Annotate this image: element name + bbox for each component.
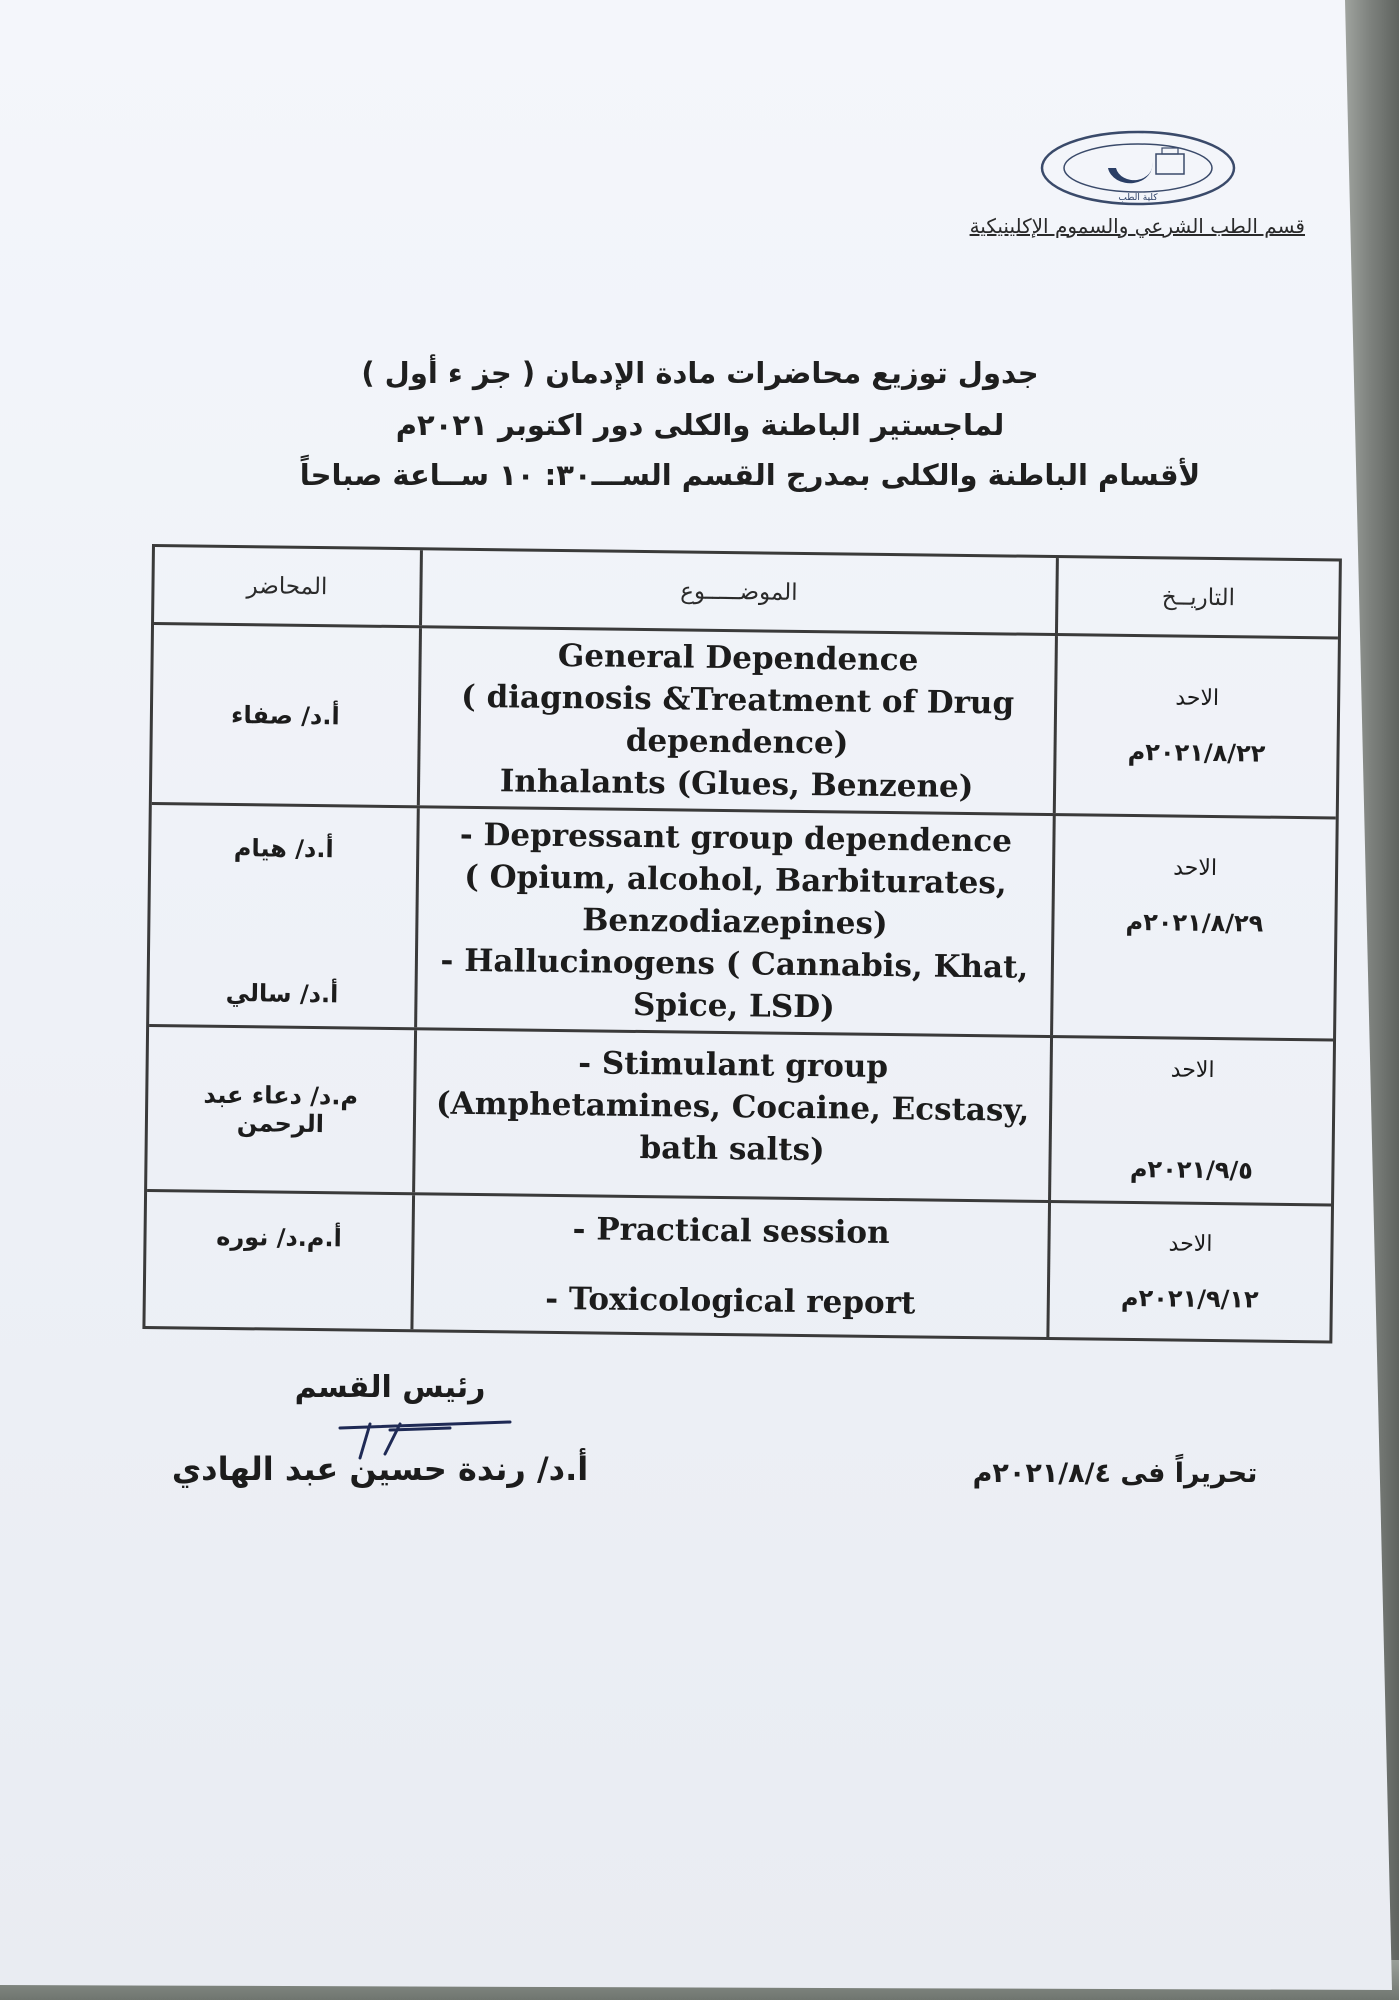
topic-line: - Stimulant group (578, 1045, 889, 1086)
date-value: ٢٠٢١/٨/٢٢م (1127, 737, 1266, 768)
lecturer-name: أ.د/ صفاء (230, 700, 340, 730)
header-date: التاريــخ (1161, 583, 1236, 611)
department-name: قسم الطب الشرعي والسموم الإكلينيكية (969, 214, 1305, 238)
building-icon (1156, 154, 1184, 174)
topic-line: dependence) (625, 722, 849, 762)
department-head-title: رئيس القسم (294, 1370, 486, 1405)
topic-line: General Dependence (557, 637, 919, 678)
lecturer-name: أ.د/ سالي (225, 978, 339, 1009)
day-label: الاحد (1170, 1057, 1215, 1084)
topic-line: Spice, LSD) (632, 986, 835, 1025)
lecturer-name: م.د/ دعاء عبد (203, 1080, 359, 1111)
table-row (149, 805, 1336, 1041)
header-topic: الموضـــــوع (680, 577, 798, 606)
date-cell (1051, 1038, 1333, 1203)
day-label: الاحد (1175, 685, 1220, 712)
topic-line: - Hallucinogens ( Cannabis, Khat, (440, 942, 1029, 986)
lecturer-name: الرحمن (236, 1109, 325, 1139)
topic-cell (417, 808, 1056, 1035)
building-roof-icon (1162, 148, 1178, 154)
header-date-cell (1058, 558, 1339, 636)
date-cell (1053, 816, 1336, 1038)
topic-cell (413, 1195, 1051, 1337)
topic-line: - Toxicological report (545, 1280, 916, 1322)
header-topic-cell (422, 550, 1059, 633)
topic-cell (420, 628, 1058, 813)
title-line-3: لأقسام الباطنة والكلى بمدرج القسم الســـ٣٠: ١٠ ســاعة صباحاً (299, 458, 1201, 492)
schedule-table (142, 544, 1342, 1343)
topic-cell (415, 1030, 1053, 1200)
header-lecturer-cell (154, 547, 423, 625)
lecturer-cell (147, 1027, 417, 1192)
topic-line: ( diagnosis &Treatment of Drug (460, 678, 1015, 722)
logo-inner-ring (1064, 144, 1212, 192)
written-date: تحريراً فى ٢٠٢١/٨/٤م (972, 1458, 1258, 1489)
lecturer-cell (152, 625, 422, 805)
faculty-logo (1038, 128, 1238, 208)
topic-line: (Amphetamines, Cocaine, Ecstasy, (435, 1085, 1030, 1129)
crescent-icon (1108, 162, 1152, 183)
date-value: ٢٠٢١/٩/١٢م (1120, 1283, 1259, 1314)
table-row (152, 625, 1338, 819)
topic-line: Inhalants (Glues, Benzene) (499, 762, 974, 805)
lecturer-cell (145, 1192, 415, 1329)
date-cell (1049, 1203, 1331, 1340)
title-line-1: جدول توزيع محاضرات مادة الإدمان ( جز ء أول ) (361, 356, 1039, 390)
table-row (147, 1027, 1333, 1206)
topic-line: Benzodiazepines) (581, 901, 888, 942)
table-row (145, 1192, 1331, 1340)
topic-line: ( Opium, alcohol, Barbiturates, (463, 858, 1007, 901)
department-head-name: أ.د/ رندة حسين عبد الهادي (171, 1450, 589, 1488)
date-value: ٢٠٢١/٨/٢٩م (1125, 907, 1264, 938)
header-lecturer: المحاضر (246, 572, 328, 600)
topic-line: bath salts) (639, 1130, 825, 1169)
day-label: الاحد (1173, 855, 1218, 882)
lecturer-name: أ.د/ هيام (233, 834, 334, 864)
lecturer-cell (149, 805, 420, 1027)
date-cell (1056, 636, 1338, 816)
logo-label: كلية الطب (1118, 193, 1158, 203)
topic-line: - Depressant group dependence (459, 816, 1013, 860)
topic-line: - Practical session (572, 1211, 890, 1252)
day-label: الاحد (1168, 1230, 1213, 1257)
title-line-2: لماجستير الباطنة والكلى دور اكتوبر ٢٠٢١م (395, 408, 1005, 442)
date-value: ٢٠٢١/٩/٥م (1129, 1154, 1254, 1185)
table-header-row (154, 547, 1339, 639)
lecturer-name: أ.م.د/ نوره (216, 1222, 342, 1253)
